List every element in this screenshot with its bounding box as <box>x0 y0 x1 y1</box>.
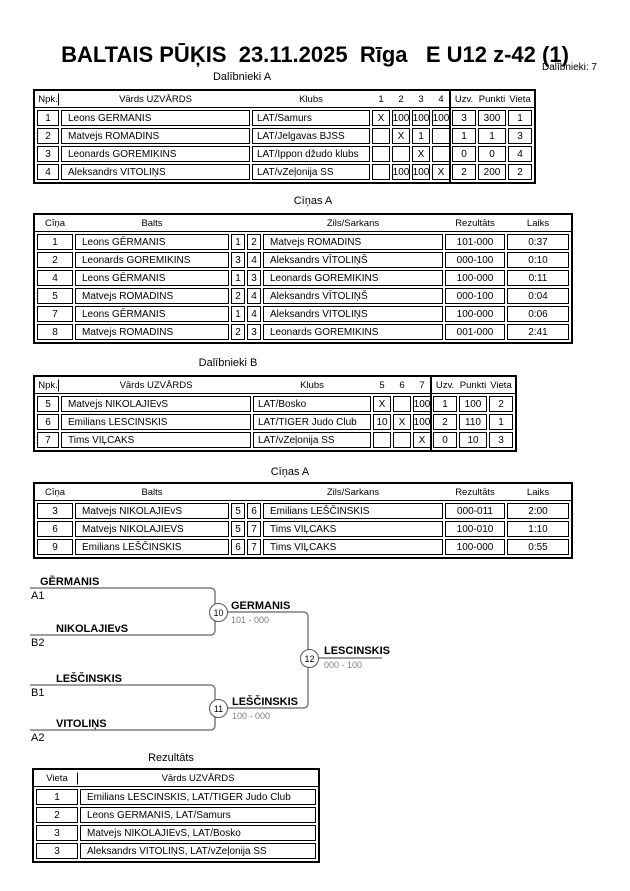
table-row <box>37 110 532 126</box>
table-dalibnieki-a <box>33 89 536 184</box>
col-header-2: 2 <box>398 93 404 105</box>
col-header-rezultats: Rezultāts <box>455 217 495 229</box>
cell-uzv: 1 <box>433 396 457 412</box>
cell-m3: 100 <box>412 110 430 126</box>
cell-balts: Emilians LEŠČINSKIS <box>75 539 229 555</box>
table-row <box>36 789 316 805</box>
table-cinas-a2 <box>33 482 573 559</box>
col-header-name: Vārds UZVĀRDS <box>161 772 235 784</box>
cell-zils: Matvejs ROMADINS <box>263 234 443 250</box>
table-dalibnieki-b <box>33 375 517 452</box>
cell-uzv: 0 <box>433 432 457 448</box>
cell-cina: 9 <box>37 539 73 555</box>
cell-uzv: 1 <box>452 128 476 144</box>
cell-cina: 7 <box>37 306 73 322</box>
col-header-balts: Balts <box>141 217 163 229</box>
cell-name: Tims VIĻCAKS <box>61 432 251 448</box>
cell-npk: 4 <box>37 164 59 180</box>
cell-n2: 7 <box>247 521 261 537</box>
bracket-match-score: 101 - 000 <box>231 615 270 625</box>
cell-cina: 6 <box>37 521 73 537</box>
table-row <box>37 306 569 322</box>
table-row <box>37 270 569 286</box>
cell-vieta: 2 <box>508 164 532 180</box>
cell-m5: 10 <box>373 414 391 430</box>
cell-vieta: 3 <box>489 432 513 448</box>
cell-club: LAT/vZeļonija SS <box>253 432 371 448</box>
table-row <box>37 252 569 268</box>
cell-n1: 2 <box>231 324 245 340</box>
cell-rezultats: 000-100 <box>445 252 505 268</box>
cell-n2: 7 <box>247 539 261 555</box>
cell-n2: 6 <box>247 503 261 519</box>
col-header-spacer <box>231 222 245 224</box>
col-header-spacer <box>247 222 261 224</box>
cell-vieta: 2 <box>489 396 513 412</box>
cell-m4 <box>432 128 450 144</box>
col-header-laiks: Laiks <box>526 217 550 229</box>
bracket-pair-bottom <box>30 685 215 730</box>
cell-m5 <box>373 432 391 448</box>
cell-name: Leons GERMANIS <box>61 110 250 126</box>
cell-name: Emilians LESCINSKIS <box>61 414 251 430</box>
col-header-name: Vārds UZVĀRDS <box>119 379 193 391</box>
bracket-entry-name: NIKOLAJIEvS <box>56 623 129 635</box>
page-title: BALTAIS PŪĶIS 23.11.2025 Rīga E U12 z-42 (1) <box>61 42 569 67</box>
col-header-cina: Cīņa <box>44 217 66 229</box>
cell-vieta: 3 <box>36 843 78 859</box>
cell-name: Emilians LESCINSKIS, LAT/TIGER Judo Club <box>80 789 316 805</box>
table-header-row <box>35 377 515 394</box>
cell-punkti: 0 <box>478 146 506 162</box>
cell-m2: 100 <box>392 110 410 126</box>
table-row <box>37 432 513 448</box>
col-header-vieta: Vieta <box>490 379 512 391</box>
cell-punkti: 10 <box>459 432 487 448</box>
col-header-cina: Cīņa <box>44 486 66 498</box>
table-row <box>37 521 569 537</box>
match-number-badge: 11 <box>209 699 228 718</box>
cell-npk: 7 <box>37 432 59 448</box>
cell-m2 <box>392 146 410 162</box>
table-row <box>37 539 569 555</box>
cell-vieta: 3 <box>508 128 532 144</box>
table-header-row <box>35 215 571 232</box>
cell-rezultats: 001-000 <box>445 324 505 340</box>
section-title-cinas-a1: Cīņas A <box>293 195 333 207</box>
cell-balts: Leons GĒRMANIS <box>75 306 229 322</box>
section-title-rezultats: Rezultāts <box>148 752 194 764</box>
cell-npk: 5 <box>37 396 59 412</box>
cell-balts: Leons GĒRMANIS <box>75 270 229 286</box>
table-row <box>36 825 316 841</box>
cell-n1: 1 <box>231 270 245 286</box>
match-number-badge: 10 <box>209 603 228 622</box>
cell-n2: 3 <box>247 324 261 340</box>
cell-laiks: 0:04 <box>507 288 569 304</box>
cell-n1: 1 <box>231 234 245 250</box>
table-header-row <box>35 484 571 501</box>
col-header-spacer <box>231 491 245 493</box>
section-title-dalibnieki-b: Dalībnieki B <box>198 357 258 369</box>
cell-m6: X <box>393 414 411 430</box>
col-header-vieta: Vieta <box>509 93 531 105</box>
cell-name: Leons GERMANIS, LAT/Samurs <box>80 807 316 823</box>
cell-uzv: 2 <box>452 164 476 180</box>
cell-name: Aleksandrs VITOLIŅS, LAT/vZeļonija SS <box>80 843 316 859</box>
cell-punkti: 110 <box>459 414 487 430</box>
bracket-winner-name: GERMANIS <box>231 600 291 612</box>
cell-zils: Aleksandrs VĪTOLIŅŠ <box>263 288 443 304</box>
cell-zils: Emilians LEŠČINSKIS <box>263 503 443 519</box>
bracket-entry-name: GĒRMANIS <box>40 576 100 588</box>
cell-m5: X <box>373 396 391 412</box>
cell-n1: 5 <box>231 503 245 519</box>
col-header-zils: Zils/Sarkans <box>326 217 380 229</box>
cell-laiks: 0:37 <box>507 234 569 250</box>
cell-npk: 1 <box>37 110 59 126</box>
cell-n2: 4 <box>247 288 261 304</box>
cell-m3: 1 <box>412 128 430 144</box>
cell-m4: 100 <box>432 110 450 126</box>
participants-count: Dalībnieki: 7 <box>541 62 597 73</box>
match-number-badge: 12 <box>300 649 319 668</box>
cell-punkti: 300 <box>478 110 506 126</box>
cell-club: LAT/TIGER Judo Club <box>253 414 371 430</box>
cell-club: LAT/Bosko <box>253 396 371 412</box>
cell-rezultats: 100-010 <box>445 521 505 537</box>
cell-rezultats: 000-011 <box>445 503 505 519</box>
col-header-3: 3 <box>418 93 424 105</box>
cell-cina: 3 <box>37 503 73 519</box>
col-header-6: 6 <box>399 379 405 391</box>
cell-balts: Matvejs ROMADINS <box>75 288 229 304</box>
table-row <box>37 324 569 340</box>
cell-laiks: 0:55 <box>507 539 569 555</box>
cell-rezultats: 000-100 <box>445 288 505 304</box>
cell-laiks: 0:06 <box>507 306 569 322</box>
cell-m7: 100 <box>413 414 431 430</box>
cell-n1: 1 <box>231 306 245 322</box>
bracket-winner-name: LEŠČINSKIS <box>232 696 299 708</box>
cell-zils: Aleksandrs VĪTOLIŅŠ <box>263 252 443 268</box>
col-header-punkti: Punkti <box>478 93 506 105</box>
cell-cina: 2 <box>37 252 73 268</box>
cell-balts: Matvejs ROMADINS <box>75 324 229 340</box>
cell-punkti: 100 <box>459 396 487 412</box>
cell-uzv: 2 <box>433 414 457 430</box>
bracket-entry-name: VITOLIŅS <box>56 718 107 730</box>
cell-m4 <box>432 146 450 162</box>
section-title-cinas-a2: Cīņas A <box>270 466 310 478</box>
cell-laiks: 1:10 <box>507 521 569 537</box>
cell-zils: Aleksandrs VITOLIŅS <box>263 306 443 322</box>
cell-cina: 8 <box>37 324 73 340</box>
cell-m7: 100 <box>413 396 431 412</box>
col-header-spacer <box>247 491 261 493</box>
col-header-balts: Balts <box>141 486 163 498</box>
cell-n1: 3 <box>231 252 245 268</box>
cell-m2: X <box>392 128 410 144</box>
cell-uzv: 0 <box>452 146 476 162</box>
cell-n2: 4 <box>247 306 261 322</box>
col-header-punkti: Punkti <box>459 379 487 391</box>
cell-m6 <box>393 432 411 448</box>
cell-m3: X <box>412 146 430 162</box>
cell-cina: 4 <box>37 270 73 286</box>
bracket-entry-seed: B1 <box>31 687 45 699</box>
cell-vieta: 1 <box>36 789 78 805</box>
cell-name: Matvejs NIKOLAJIEvS, LAT/Bosko <box>80 825 316 841</box>
cell-npk: 2 <box>37 128 59 144</box>
table-header-row <box>35 91 534 108</box>
bracket-match-score: 100 - 000 <box>232 711 271 721</box>
bracket-entry-name: LEŠČINSKIS <box>56 673 123 685</box>
col-header-uzv: Uzv. <box>435 379 455 391</box>
cell-zils: Tims VIĻCAKS <box>263 539 443 555</box>
cell-balts: Matvejs NIKOLAJIEvS <box>75 503 229 519</box>
bracket-entry-seed: B2 <box>31 637 45 649</box>
bracket-winner-name: LESCINSKIS <box>324 645 391 657</box>
cell-club: LAT/Samurs <box>252 110 370 126</box>
bracket-entry-seed: A2 <box>31 732 45 744</box>
cell-name: Leonards GOREMIKINS <box>61 146 250 162</box>
cell-m2: 100 <box>392 164 410 180</box>
cell-m1 <box>372 128 390 144</box>
table-header-row <box>34 770 318 787</box>
bracket-match-score: 000 - 100 <box>324 660 363 670</box>
cell-rezultats: 100-000 <box>445 306 505 322</box>
cell-rezultats: 100-000 <box>445 539 505 555</box>
bracket-pair-top <box>30 588 215 635</box>
cell-name: Aleksandrs VITOLIŅS <box>61 164 250 180</box>
cell-n2: 4 <box>247 252 261 268</box>
table-row <box>37 234 569 250</box>
cell-m7: X <box>413 432 431 448</box>
cell-cina: 5 <box>37 288 73 304</box>
col-header-rezultats: Rezultāts <box>455 486 495 498</box>
table-row <box>37 414 513 430</box>
cell-n2: 2 <box>247 234 261 250</box>
cell-balts: Leons GĒRMANIS <box>75 234 229 250</box>
cell-club: LAT/Ippon džudo klubs <box>252 146 370 162</box>
col-header-club: Klubs <box>299 93 323 105</box>
cell-vieta: 1 <box>508 110 532 126</box>
col-header-name: Vārds UZVĀRDS <box>119 93 192 105</box>
cell-cina: 1 <box>37 234 73 250</box>
cell-vieta: 4 <box>508 146 532 162</box>
table-row <box>37 164 532 180</box>
cell-uzv: 3 <box>452 110 476 126</box>
bracket-semifinal-connector <box>218 612 308 708</box>
table-row <box>36 807 316 823</box>
col-header-7: 7 <box>419 379 425 391</box>
col-header-laiks: Laiks <box>526 486 550 498</box>
cell-vieta: 2 <box>36 807 78 823</box>
cell-club: LAT/vZeļonija SS <box>252 164 370 180</box>
cell-npk: 6 <box>37 414 59 430</box>
cell-n1: 6 <box>231 539 245 555</box>
cell-m6 <box>393 396 411 412</box>
cell-zils: Leonards GOREMIKINS <box>263 324 443 340</box>
cell-laiks: 0:10 <box>507 252 569 268</box>
bracket-lines <box>20 575 450 750</box>
table-row <box>37 396 513 412</box>
cell-rezultats: 101-000 <box>445 234 505 250</box>
cell-laiks: 2:00 <box>507 503 569 519</box>
cell-club: LAT/Jelgavas BJSS <box>252 128 370 144</box>
cell-m3: 100 <box>412 164 430 180</box>
col-header-5: 5 <box>379 379 385 391</box>
col-header-zils: Zils/Sarkans <box>326 486 380 498</box>
col-header-npk: Npk. <box>38 379 58 391</box>
cell-punkti: 200 <box>478 164 506 180</box>
col-header-uzv: Uzv. <box>454 93 474 105</box>
col-header-4: 4 <box>438 93 444 105</box>
table-row <box>37 128 532 144</box>
col-header-club: Klubs <box>300 379 324 391</box>
cell-m4: X <box>432 164 450 180</box>
cell-m1 <box>372 164 390 180</box>
cell-m1 <box>372 146 390 162</box>
cell-laiks: 0:11 <box>507 270 569 286</box>
cell-n2: 3 <box>247 270 261 286</box>
col-header-1: 1 <box>378 93 384 105</box>
bracket-entry-seed: A1 <box>31 590 45 602</box>
section-title-dalibnieki-a: Dalībnieki A <box>212 71 272 83</box>
cell-balts: Matvejs NIKOLAJIEVS <box>75 521 229 537</box>
cell-m1: X <box>372 110 390 126</box>
cell-vieta: 3 <box>36 825 78 841</box>
cell-punkti: 1 <box>478 128 506 144</box>
table-row <box>37 503 569 519</box>
cell-zils: Tims VIĻCAKS <box>263 521 443 537</box>
cell-name: Matvejs NIKOLAJIEvS <box>61 396 251 412</box>
table-row <box>37 146 532 162</box>
cell-zils: Leonards GOREMIKINS <box>263 270 443 286</box>
table-cinas-a1 <box>33 213 573 344</box>
col-header-vieta: Vieta <box>36 772 78 785</box>
cell-rezultats: 100-000 <box>445 270 505 286</box>
col-header-npk: Npk. <box>38 93 58 105</box>
cell-balts: Leonards GOREMIKINS <box>75 252 229 268</box>
cell-n1: 2 <box>231 288 245 304</box>
cell-name: Matvejs ROMADINS <box>61 128 250 144</box>
cell-npk: 3 <box>37 146 59 162</box>
cell-n1: 5 <box>231 521 245 537</box>
table-rezultats <box>32 768 320 863</box>
table-row <box>37 288 569 304</box>
cell-laiks: 2:41 <box>507 324 569 340</box>
table-row <box>36 843 316 859</box>
cell-vieta: 1 <box>489 414 513 430</box>
